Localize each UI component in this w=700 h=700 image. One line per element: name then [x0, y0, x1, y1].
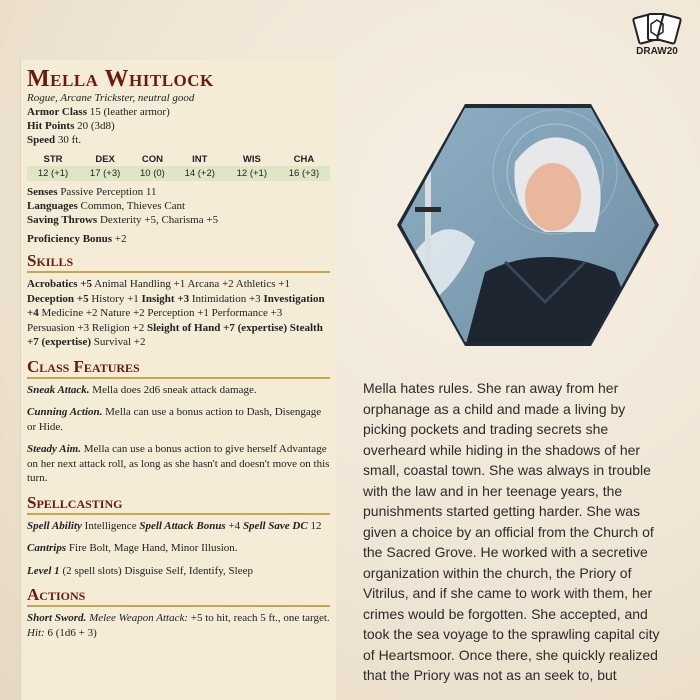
- senses: Senses Passive Perception 11: [27, 186, 157, 198]
- character-backstory: Mella hates rules. She ran away from her orphanage as a child and made a living by picking pockets and trading secrets she overheard while hiding in the shadows of her small, coastal town. She was always in trouble with the law and in her teenage years, the punishments started getting harder. She was given a choice by an official from the Church of the Sacred Grove. He worked with a secretive organization within the church, the Priory of Vitrilus, and if she came to work with them, her crimes would be forgotten. She accepted, and took the sea voyage to the sprawling capital city of Heartsmoor. Once there, she quickly realized that the Priory was not as an seek to, but: [363, 380, 660, 683]
- skills-heading: Skills: [27, 252, 330, 273]
- ability-name: CHA: [293, 154, 315, 165]
- feature-sneak-attack: Sneak Attack. Mella does 2d6 sneak attack damage.: [27, 383, 257, 396]
- action-short-sword: Short Sword. Melee Weapon Attack: +5 to hit, reach 5 ft., one target. Hit: 6 (1d6 + 3): [27, 612, 330, 639]
- level-1-spells: Level 1 (2 spell slots) Disguise Self, Identify, Sleep: [27, 564, 253, 577]
- logo-text: DRAW20: [636, 46, 678, 57]
- character-name: Mella Whitlock: [27, 66, 214, 92]
- character-subtitle: Rogue, Arcane Trickster, neutral good: [27, 92, 195, 104]
- dice-cards-icon: [630, 10, 684, 50]
- feature-cunning-action: Cunning Action. Mella can use a bonus action to Dash, Disengage or Hide.: [27, 406, 322, 433]
- speed: Speed 30 ft.: [27, 134, 82, 146]
- character-portrait: [395, 102, 661, 348]
- ability-name: WIS: [242, 154, 261, 165]
- ability-value: 10 (0): [131, 166, 174, 181]
- languages: Languages Common, Thieves Cant: [27, 200, 186, 212]
- proficiency-bonus: Proficiency Bonus +2: [27, 233, 127, 245]
- ability-value: 12 (+1): [27, 166, 79, 181]
- class-features-heading: Class Features: [27, 358, 330, 379]
- ability-value: 14 (+2): [174, 166, 226, 181]
- cantrips: Cantrips Fire Bolt, Mage Hand, Minor Illusion.: [27, 542, 238, 554]
- draw20-logo: [630, 10, 684, 60]
- ability-name: CON: [141, 154, 163, 165]
- ability-name: INT: [192, 154, 208, 165]
- stat-block: [20, 60, 336, 700]
- ability-value: 12 (+1): [226, 166, 278, 181]
- spell-ability: Spell Ability Intelligence Spell Attack Bonus +4 Spell Save DC 12: [27, 519, 322, 532]
- feature-steady-aim: Steady Aim. Mella can use a bonus action to give herself Advantage on her next attack roll, as long as she hasn't and doesn't move on this turn.: [27, 443, 330, 484]
- ability-name: DEX: [95, 154, 115, 165]
- armor-class: Armor Class 15 (leather armor): [27, 106, 170, 118]
- ability-value: 16 (+3): [278, 166, 330, 181]
- skills-list: Acrobatics +5 Animal Handling +1 Arcana +2 Athletics +1 Deception +5 History +1 Insight +3 Intimidation +3 Investigation +4 Medicine +2 Nature +2 Perception +1 Performance +3 Persuasion +3 Religion +2 Sleight of Hand +7 (expertise) Stealth +7 (expertise) Survival +2: [27, 278, 325, 348]
- ability-scores: [27, 153, 330, 181]
- actions-heading: Actions: [27, 586, 330, 607]
- saving-throws: Saving Throws Dexterity +5, Charisma +5: [27, 214, 219, 226]
- ability-name: STR: [43, 154, 63, 165]
- spellcasting-heading: Spellcasting: [27, 494, 330, 515]
- hit-points: Hit Points 20 (3d8): [27, 120, 115, 132]
- ability-value: 17 (+3): [79, 166, 131, 181]
